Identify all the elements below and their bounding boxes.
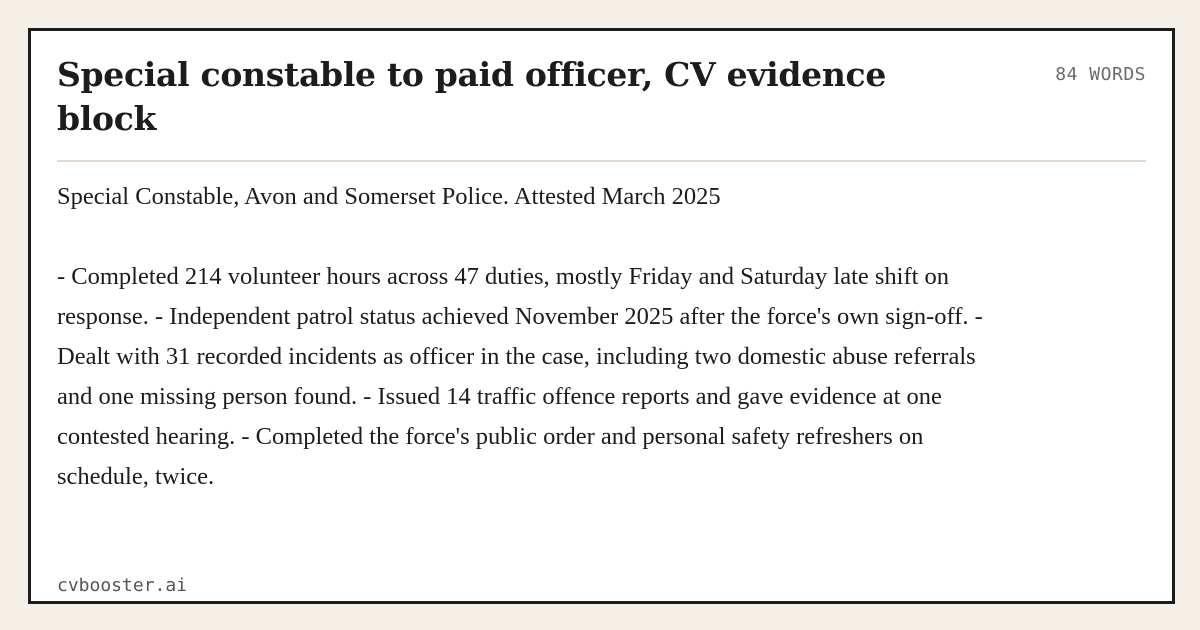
brand-footer: cvbooster.ai — [57, 575, 188, 596]
divider — [57, 160, 1146, 162]
word-count-label: 84 WORDS — [1055, 64, 1146, 85]
role-line: Special Constable, Avon and Somerset Police. Attested March 2025 — [57, 183, 721, 210]
card-title: Special constable to paid officer, CV evidence block — [57, 55, 887, 138]
evidence-body — [57, 177, 1007, 497]
cv-evidence-card — [28, 28, 1175, 604]
evidence-paragraph: - Completed 214 volunteer hours across 47 duties, mostly Friday and Saturday late shift on response. - Independent patrol status achieved November 2025 after the force's own sign-off. - Dealt with 31 recorded incidents as officer in the case, including two domestic abuse referrals and one missing person found. - Issued 14 traffic offence reports and gave evidence at one contested hearing. - Completed the force's public order and personal safety refreshers on schedule, twice. — [57, 263, 983, 490]
